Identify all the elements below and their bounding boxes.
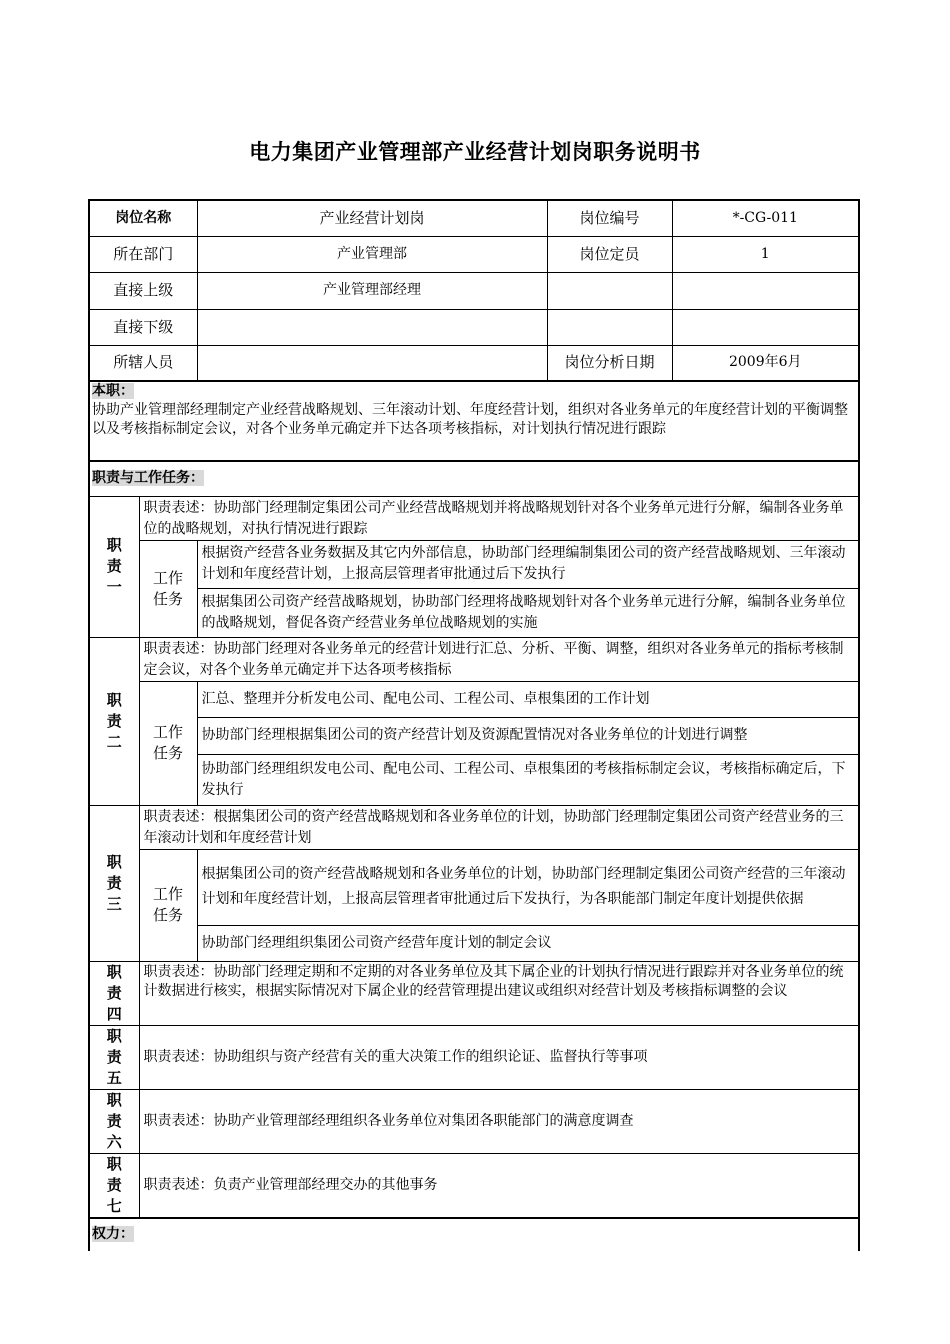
duty-1-description: 职责表述：协助部门经理制定集团公司产业经营战略规划并将战略规划针对各个业务单元进行分解，编制各业务单位的战略规划，对执行情况进行跟踪 [139, 496, 859, 540]
duty-5-label: 职 责 五 [89, 1025, 139, 1089]
duty-1-task-1: 根据资产经营各业务数据及其它内外部信息，协助部门经理编制集团公司的资产经营战略规划、三年滚动计划和年度经营计划，上报高层管理者审批通过后下发执行 [197, 540, 859, 588]
row-superior [89, 272, 859, 309]
job-description-table [88, 199, 860, 1251]
duty-6-row [89, 1089, 859, 1153]
duty-7-label: 职 责 七 [89, 1153, 139, 1218]
position-name-label: 岗位名称 [89, 200, 197, 236]
superior-blank-label [547, 272, 672, 309]
duty-6-label: 职 责 六 [89, 1089, 139, 1153]
duty-3-label: 职 责 三 [89, 805, 139, 961]
authority-heading-text: 权力： [92, 1226, 134, 1242]
duty-5-description: 职责表述：协助组织与资产经营有关的重大决策工作的组织论证、监督执行等事项 [139, 1025, 859, 1089]
duty-3-task-1: 根据集团公司的资产经营战略规划和各业务单位的计划，协助部门经理制定集团公司资产经营的三年滚动计划和年度经营计划，上报高层管理者审批通过后下发执行，为各职能部门制定年度计划提供依据 [197, 849, 859, 925]
subordinate-label: 直接下级 [89, 309, 197, 345]
position-name-value: 产业经营计划岗 [197, 200, 547, 236]
duty-1-task-2: 根据集团公司资产经营战略规划，协助部门经理将战略规划针对各个业务单元进行分解，编制各业务单位的战略规划，督促各资产经营业务单位战略规划的实施 [197, 588, 859, 637]
headcount-value: 1 [672, 236, 859, 272]
duty-2-task-3: 协助部门经理组织发电公司、配电公司、工程公司、卓根集团的考核指标制定会议，考核指标确定后，下发执行 [197, 754, 859, 805]
page-title: 电力集团产业管理部产业经营计划岗职务说明书 [249, 140, 701, 164]
duties-heading [89, 461, 859, 496]
duty-2-task-row-3 [89, 754, 859, 805]
row-duties-heading [89, 461, 859, 496]
duty-1-task-row-2 [89, 588, 859, 637]
subordinate-blank-label [547, 309, 672, 345]
headcount-label: 岗位定员 [547, 236, 672, 272]
duty-2-description: 职责表述：协助部门经理对各业务单元的经营计划进行汇总、分析、平衡、调整，组织对各业务单元的指标考核制定会议，对各个业务单元确定并下达各项考核指标 [139, 637, 859, 681]
duty-7-description: 职责表述：负责产业管理部经理交办的其他事务 [139, 1153, 859, 1218]
duty-5-row [89, 1025, 859, 1089]
row-position-name [89, 200, 859, 236]
duty-3-task-2: 协助部门经理组织集团公司资产经营年度计划的制定会议 [197, 925, 859, 961]
department-label: 所在部门 [89, 236, 197, 272]
department-value: 产业管理部 [197, 236, 547, 272]
duty-3-description: 职责表述：根据集团公司的资产经营战略规划和各业务单位的计划，协助部门经理制定集团公司资产经营业务的三年滚动计划和年度经营计划 [139, 805, 859, 849]
analysis-date-label: 岗位分析日期 [547, 345, 672, 381]
superior-label: 直接上级 [89, 272, 197, 309]
row-core-duty-heading [89, 381, 859, 401]
superior-blank-value [672, 272, 859, 309]
duty-2-task-2: 协助部门经理根据集团公司的资产经营计划及资源配置情况对各业务单位的计划进行调整 [197, 717, 859, 754]
duty-3-task-row-2 [89, 925, 859, 961]
duty-1-description-row [89, 496, 859, 540]
authority-heading [89, 1218, 859, 1251]
duty-1-task-row-1 [89, 540, 859, 588]
subordinate-value [197, 309, 547, 345]
duty-3-task-row-1 [89, 849, 859, 925]
duty-2-task-row-1 [89, 681, 859, 717]
subordinate-blank-value [672, 309, 859, 345]
position-code-value: *-CG-011 [672, 200, 859, 236]
core-duty-text: 协助产业管理部经理制定产业经营战略规划、三年滚动计划、年度经营计划，组织对各业务单元的年度经营计划的平衡调整以及考核指标制定会议，对各个业务单元确定并下达各项考核指标，对计划执行情况进行跟踪 [89, 401, 859, 461]
staff-label: 所辖人员 [89, 345, 197, 381]
duty-2-description-row [89, 637, 859, 681]
core-duty-heading [89, 381, 859, 401]
duty-2-task-1: 汇总、整理并分析发电公司、配电公司、工程公司、卓根集团的工作计划 [197, 681, 859, 717]
duty-2-label: 职 责 二 [89, 637, 139, 805]
duty-1-label: 职 责 一 [89, 496, 139, 637]
row-core-duty-text [89, 401, 859, 461]
staff-value [197, 345, 547, 381]
duty-4-row [89, 961, 859, 1025]
core-duty-heading-text: 本职： [92, 383, 134, 399]
duty-4-description: 职责表述：协助部门经理定期和不定期的对各业务单位及其下属企业的计划执行情况进行跟踪并对各业务单位的统计数据进行核实，根据实际情况对下属企业的经营管理提出建议或组织对经营计划及考核指标调整的会议 [139, 961, 859, 1025]
duty-1-tasks-label: 工作 任务 [139, 540, 197, 637]
duty-2-tasks-label: 工作 任务 [139, 681, 197, 805]
row-staff [89, 345, 859, 381]
duty-6-description: 职责表述：协助产业管理部经理组织各业务单位对集团各职能部门的满意度调查 [139, 1089, 859, 1153]
duty-3-description-row [89, 805, 859, 849]
superior-value: 产业管理部经理 [197, 272, 547, 309]
row-subordinate [89, 309, 859, 345]
duty-2-task-row-2 [89, 717, 859, 754]
duty-3-tasks-label: 工作 任务 [139, 849, 197, 961]
position-code-label: 岗位编号 [547, 200, 672, 236]
duties-heading-text: 职责与工作任务： [92, 470, 204, 487]
row-authority-heading [89, 1218, 859, 1251]
duty-4-label: 职 责 四 [89, 961, 139, 1025]
duty-7-row [89, 1153, 859, 1218]
row-department [89, 236, 859, 272]
analysis-date-value: 2009年6月 [672, 345, 859, 381]
